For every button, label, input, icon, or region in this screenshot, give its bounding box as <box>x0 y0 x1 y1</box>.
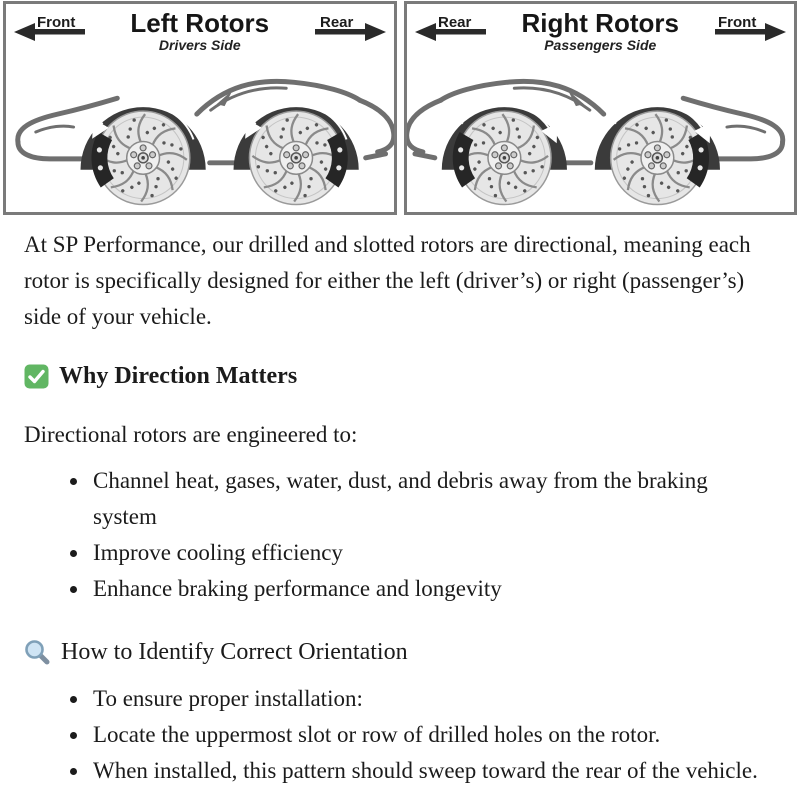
list-item: • Channel heat, gases, water, dust, and debris away from the braking system <box>90 463 776 535</box>
left-rotors-panel <box>3 1 397 215</box>
svg-text:Rotation: Rotation <box>251 95 309 123</box>
why-direction-matters-heading <box>24 361 776 391</box>
heading-text: How to Identify Correct Orientation <box>61 639 408 665</box>
list-item: • When installed, this pattern should sweep toward the rear of the vehicle. <box>90 753 776 789</box>
right-rotors-panel <box>404 1 798 215</box>
front-direction-arrow-icon <box>14 15 92 43</box>
left-panel-titles <box>92 10 308 53</box>
right-panel-titles <box>493 10 709 53</box>
heading-text: Why Direction Matters <box>59 363 298 389</box>
left-car-illustration <box>6 54 394 212</box>
magnifying-glass-icon <box>24 639 51 666</box>
orientation-heading <box>24 637 776 667</box>
orientation-steps-list <box>24 681 776 789</box>
svg-text:Rotation: Rotation <box>98 95 156 123</box>
benefits-list <box>24 463 776 607</box>
right-panel-subtitle: Passengers Side <box>544 37 657 53</box>
list-item: • To ensure proper installation: <box>90 681 776 717</box>
right-panel-title: Right Rotors <box>521 8 679 38</box>
left-panel-title: Left Rotors <box>130 8 270 38</box>
rear-direction-arrow-icon <box>308 15 386 43</box>
right-car-illustration <box>407 54 795 212</box>
svg-text:Rotation: Rotation <box>608 95 664 127</box>
front-label: Front <box>718 15 757 31</box>
rotor-orientation-diagram <box>0 0 800 215</box>
list-item: • Locate the uppermost slot or row of drilled holes on the rotor. <box>90 717 776 753</box>
left-panel-header <box>6 4 394 54</box>
right-panel-header <box>407 4 795 54</box>
front-label: Front <box>37 15 76 31</box>
benefits-lead: Directional rotors are engineered to: <box>24 422 358 447</box>
list-item: • Enhance braking performance and longevity <box>90 571 776 607</box>
article-body <box>0 215 800 789</box>
rear-label: Rear <box>437 15 471 31</box>
front-direction-arrow-icon <box>708 15 786 43</box>
left-panel-subtitle: Drivers Side <box>158 37 241 53</box>
rear-label: Rear <box>319 15 353 31</box>
rear-direction-arrow-icon <box>415 15 493 43</box>
intro-paragraph: At SP Performance, our drilled and slotted rotors are directional, meaning each rotor is specifically designed for either the left (driver’s) or right (passenger’s) side of your vehicle. <box>24 232 751 329</box>
check-mark-icon <box>24 364 49 389</box>
list-item: • Improve cooling efficiency <box>90 535 776 571</box>
svg-text:Rotation: Rotation <box>455 95 511 127</box>
